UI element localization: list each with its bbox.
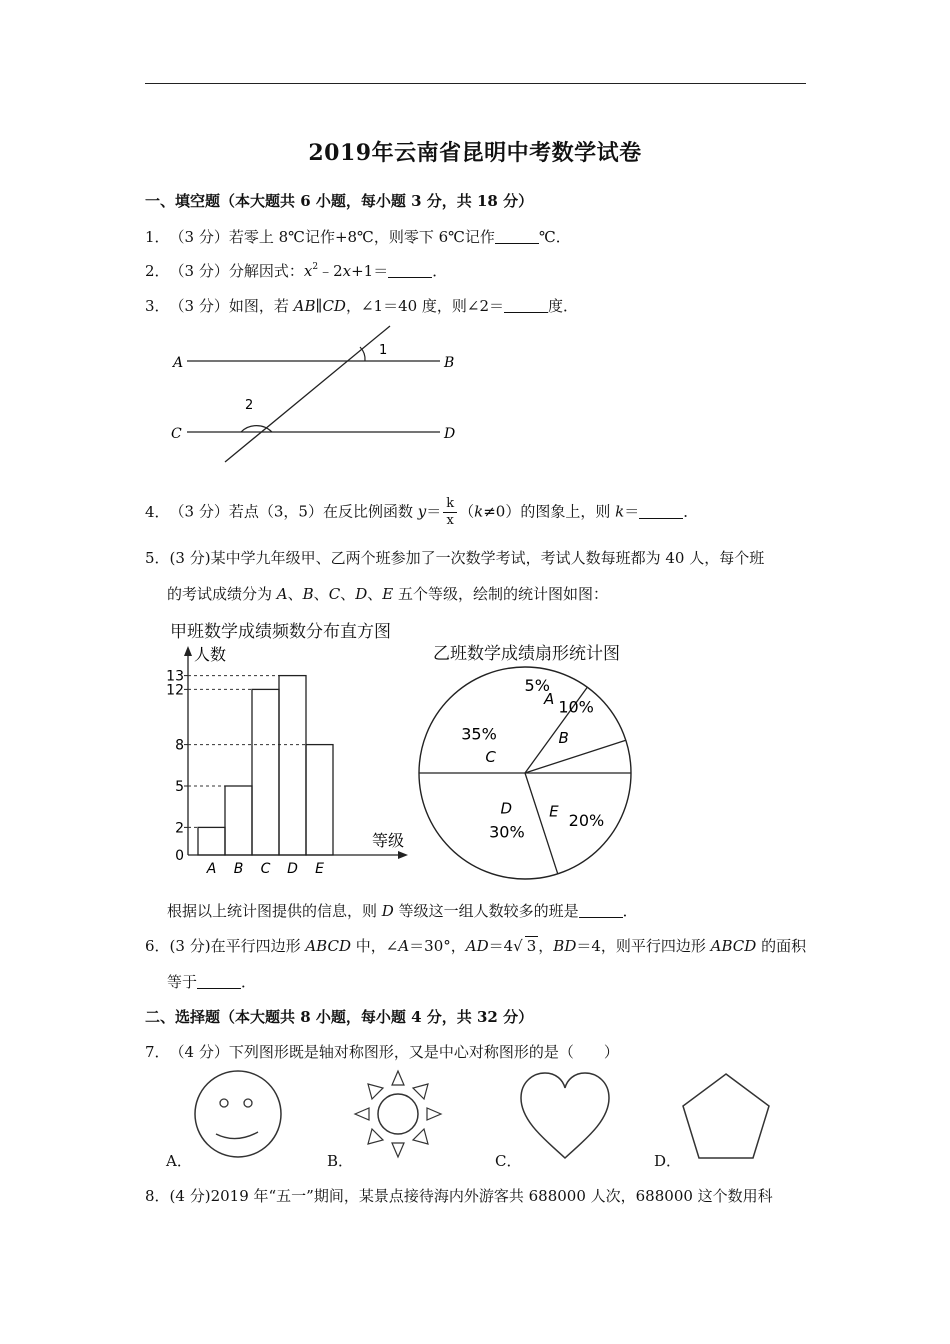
label-c: C xyxy=(171,426,182,442)
heart-icon[interactable] xyxy=(518,1070,612,1160)
x-axis-label: 等级 xyxy=(372,831,405,850)
bar-chart-title: 甲班数学成绩频数分布直方图 xyxy=(170,622,391,642)
paper-title: 2019年云南省昆明中考数学试卷 xyxy=(308,140,642,166)
pentagon-icon[interactable] xyxy=(680,1072,772,1160)
section-2-heading: 二、选择题（本大题共 8 小题，每小题 4 分，共 32 分） xyxy=(145,1008,534,1026)
x-tick-label: B xyxy=(233,861,244,877)
sun-icon[interactable] xyxy=(352,1068,444,1160)
answer-blank[interactable] xyxy=(579,903,623,918)
answer-blank[interactable] xyxy=(388,263,432,278)
bar-A xyxy=(198,827,225,855)
y-tick-label: 5 xyxy=(175,779,184,795)
answer-blank[interactable] xyxy=(197,974,241,989)
y-axis-arrow xyxy=(184,646,192,656)
label-a: A xyxy=(173,355,184,371)
slice-border xyxy=(525,773,558,874)
transversal xyxy=(225,326,390,462)
pie-chart xyxy=(418,664,638,884)
x-tick-label: C xyxy=(260,861,271,877)
slice-letter-D: D xyxy=(500,799,513,818)
answer-blank[interactable] xyxy=(495,229,539,244)
y-tick-label: 12 xyxy=(166,682,184,699)
slice-border xyxy=(525,740,626,773)
x-tick-label: A xyxy=(206,861,217,877)
option-a-label[interactable]: A． xyxy=(166,1152,192,1170)
answer-blank[interactable] xyxy=(504,298,548,313)
option-d-label[interactable]: D． xyxy=(654,1152,682,1170)
bar-D xyxy=(279,676,306,855)
question-1: 1．（3 分）若零上 8℃记作+8℃，则零下 6℃记作 ℃． xyxy=(145,228,571,246)
parallel-lines-figure xyxy=(165,320,475,470)
angle-2-label: 2 xyxy=(245,398,254,413)
label-d: D xyxy=(444,426,456,442)
fraction-k-over-x: $\frac{k}{x}$ xyxy=(443,496,457,529)
x-tick-label: E xyxy=(315,861,324,877)
bar-B xyxy=(225,786,252,855)
header-rule xyxy=(145,83,806,84)
slice-letter-A: A xyxy=(543,689,555,708)
bar-C xyxy=(252,689,279,855)
question-8: 8．(4 分)2019 年“五一”期间，某景点接待海内外游客共 688000 人次，688000 这个数用科 xyxy=(145,1187,773,1205)
answer-blank[interactable] xyxy=(639,504,683,519)
slice-percent-D: 30% xyxy=(489,822,525,842)
question-3: 3．（3 分）如图，若 AB∥CD，∠1＝40 度，则∠2＝ 度． xyxy=(145,297,579,315)
slice-letter-C: C xyxy=(485,747,496,766)
y-tick-label: 13 xyxy=(166,668,184,685)
slice-percent-E: 20% xyxy=(568,811,605,831)
y-tick-label: 8 xyxy=(175,737,184,754)
option-c-label[interactable]: C． xyxy=(495,1152,522,1170)
option-b-label[interactable]: B． xyxy=(327,1152,354,1170)
slice-percent-C: 35% xyxy=(461,724,497,744)
question-6-line2: 等于 ． xyxy=(167,973,257,991)
bar-E xyxy=(306,745,333,855)
y-tick-label: 2 xyxy=(175,820,184,837)
question-4: 4．（3 分）若点（3，5）在反比例函数 y＝ $\frac{k}{x}$ （k≠0）的图象上，则 k＝ ． xyxy=(145,496,699,528)
slice-percent-A: 5% xyxy=(524,675,550,695)
y-axis-label: 人数 xyxy=(194,645,227,664)
slice-letter-B: B xyxy=(558,729,569,748)
angle-1-label: 1 xyxy=(379,343,388,358)
question-5-line2: 的考试成绩分为 A、B、C、D、E 五个等级，绘制的统计图如图： xyxy=(167,585,608,603)
x-tick-label: D xyxy=(287,861,298,877)
question-7: 7．（4 分）下列图形既是轴对称图形，又是中心对称图形的是（ ） xyxy=(145,1043,619,1061)
question-5-line1: 5．(3 分)某中学九年级甲、乙两个班参加了一次数学考试，考试人数每班都为 40 人，每个班 xyxy=(145,549,765,567)
y-tick-label: 0 xyxy=(175,848,184,864)
slice-letter-E: E xyxy=(549,802,559,821)
question-6-line1: 6．(3 分)在平行四边形 ABCD 中，∠A＝30°，AD＝4√ 3 ，BD＝4，则平行四边形 ABCD 的面积 xyxy=(145,937,807,955)
label-b: B xyxy=(444,355,455,371)
slice-percent-B: 10% xyxy=(558,697,594,717)
pie-chart-title: 乙班数学成绩扇形统计图 xyxy=(433,644,620,664)
question-2: 2．（3 分）分解因式：$x^2﹣2x+1=$ ． xyxy=(145,262,448,280)
question-5-ask: 根据以上统计图提供的信息，则 D 等级这一组人数较多的班是 ． xyxy=(167,902,638,920)
x-axis-arrow xyxy=(398,851,408,859)
section-1-heading: 一、填空题（本大题共 6 小题，每小题 3 分，共 18 分） xyxy=(145,192,534,210)
bar-chart xyxy=(160,640,420,880)
smiley-face-icon[interactable] xyxy=(192,1068,284,1160)
